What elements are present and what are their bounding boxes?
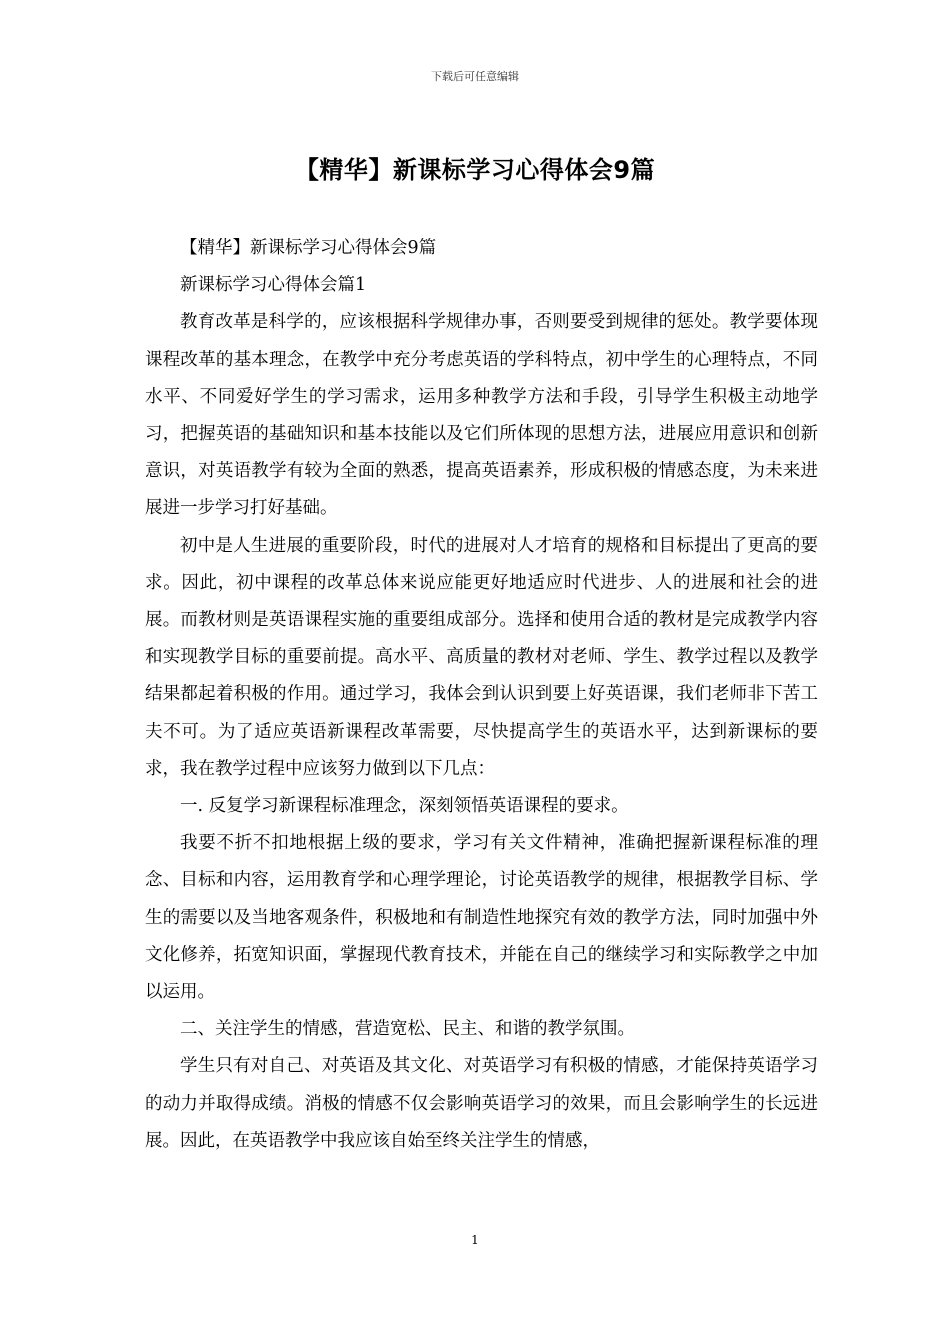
- paragraph-point-heading: 一. 反复学习新课程标准理念，深刻领悟英语课程的要求。: [180, 796, 629, 817]
- page-number: 1: [471, 1233, 479, 1247]
- paragraph-point-heading: 二、关注学生的情感，营造宽松、民主、和谐的教学氛围。: [180, 1019, 635, 1040]
- header-note: 下载后可任意编辑: [431, 70, 519, 83]
- paragraph: 我要不折不扣地根据上级的要求，学习有关文件精神，准确把握新课程标准的理念、目标和内容，运用教育学和心理学理论，讨论英语教学的规律，根据教学目标、学生的需要以及当地客观条件，积极地和有制造性地探究有效的教学方法，同时加强中外文化修养，拓宽知识面，掌握现代教育技术，并能在自己的继续学习和实际教学之中加以运用。: [145, 833, 818, 1003]
- document-title: 【精华】新课标学习心得体会9篇: [294, 156, 656, 184]
- paragraph: 学生只有对自己、对英语及其文化、对英语学习有积极的情感，才能保持英语学习的动力并取得成绩。消极的情感不仅会影响英语学习的效果，而且会影响学生的长远进展。因此，在英语教学中我应该自始至终关注学生的情感，: [145, 1056, 818, 1151]
- paragraph: 初中是人生进展的重要阶段，时代的进展对人才培育的规格和目标提出了更高的要求。因此，初中课程的改革总体来说应能更好地适应时代进步、人的进展和社会的进展。而教材则是英语课程实施的重要组成部分。选择和使用合适的教材是完成教学内容和实现教学目标的重要前提。高水平、高质量的教材对老师、学生、教学过程以及教学结果都起着积极的作用。通过学习，我体会到认识到要上好英语课，我们老师非下苦工夫不可。为了适应英语新课程改革需要，尽快提高学生的英语水平，达到新课标的要求，我在教学过程中应该努力做到以下几点：: [145, 535, 818, 779]
- paragraph-subtitle: 【精华】新课标学习心得体会9篇: [180, 238, 437, 258]
- paragraph-section-heading: 新课标学习心得体会篇1: [180, 275, 367, 296]
- paragraph: 教育改革是科学的，应该根据科学规律办事，否则要受到规律的惩处。教学要体现课程改革的基本理念，在教学中充分考虑英语的学科特点，初中学生的心理特点，不同水平、不同爱好学生的学习需求，运用多种教学方法和手段，引导学生积极主动地学习，把握英语的基础知识和基本技能以及它们所体现的思想方法，进展应用意识和创新意识，对英语教学有较为全面的熟悉，提高英语素养，形成积极的情感态度，为未来进展进一步学习打好基础。: [145, 312, 818, 519]
- document-body: [145, 230, 818, 1160]
